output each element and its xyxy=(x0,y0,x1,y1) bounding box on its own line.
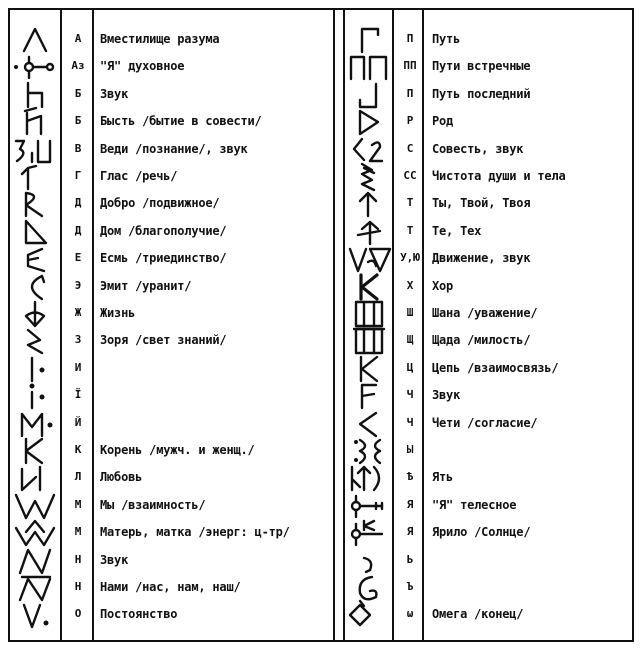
right-row-4-letter: Р xyxy=(406,114,414,128)
left-row-19-letter: М xyxy=(74,525,82,539)
right-row-15-letter: Ч xyxy=(406,415,414,429)
right-row-5-letter: С xyxy=(406,141,414,155)
left-row-18-meaning: Мы /взаимность/ xyxy=(100,497,206,512)
three-u-icon xyxy=(12,135,58,165)
f-shape-icon xyxy=(346,381,392,411)
left-row-16-meaning: Корень /мужч. и женщ./ xyxy=(100,443,255,457)
right-row-6-letter: СС xyxy=(403,169,417,182)
right-row-1-meaning: Путь xyxy=(432,32,461,46)
left-row-22-meaning: Постоянство xyxy=(100,607,178,622)
left-row-5-meaning: Веди /познание/, звук xyxy=(100,141,248,156)
right-row-22-meaning: Омега /конец/ xyxy=(432,607,524,622)
up-hook-icon xyxy=(12,162,58,192)
column-divider xyxy=(392,8,394,640)
left-row-1-meaning: Вместилище разума xyxy=(100,32,220,46)
right-row-14-letter: Ч xyxy=(406,388,414,402)
double-gamma-icon xyxy=(346,52,392,82)
left-row-14-letter: Ї xyxy=(74,388,82,402)
right-row-2-meaning: Пути встречные xyxy=(432,59,531,74)
sigma-two-icon xyxy=(346,135,392,165)
i-double-dot-icon xyxy=(12,381,58,411)
w-caret-icon xyxy=(12,518,58,548)
k-shape-icon xyxy=(12,436,58,466)
left-row-9-letter: Е xyxy=(74,251,82,265)
e-shape-icon xyxy=(12,244,58,274)
left-row-10-letter: Э xyxy=(74,278,82,292)
right-row-6-meaning: Чистота души и тела xyxy=(432,169,566,183)
left-row-16-letter: К xyxy=(74,443,82,456)
right-row-12-meaning: Щада /милость/ xyxy=(432,333,531,348)
arrow-up-icon xyxy=(346,189,392,219)
ring-k-icon xyxy=(346,518,392,548)
zigzag-icon xyxy=(12,326,58,356)
left-row-12-meaning: Зоря /свет знаний/ xyxy=(100,333,227,348)
right-row-8-meaning: Те, Тех xyxy=(432,223,482,238)
right-row-7-meaning: Ты, Твой, Твоя xyxy=(432,196,531,211)
column-divider xyxy=(422,8,424,640)
left-row-3-meaning: Звук xyxy=(100,86,129,101)
left-row-7-letter: Д xyxy=(74,196,82,210)
i-dot-icon xyxy=(12,354,58,384)
right-row-9-letter: У,Ю xyxy=(400,251,420,265)
left-row-21-letter: Н xyxy=(74,580,82,593)
r-shape-icon xyxy=(12,189,58,219)
right-row-22-letter: ω xyxy=(406,607,414,621)
spiral-icon xyxy=(346,573,392,603)
right-row-14-meaning: Звук xyxy=(432,388,461,403)
left-row-10-meaning: Эмит /уранит/ xyxy=(100,278,192,293)
left-row-4-letter: Б xyxy=(74,114,82,128)
left-row-7-meaning: Добро /подвижное/ xyxy=(100,196,220,211)
caret-icon xyxy=(12,25,58,55)
delta-icon xyxy=(12,217,58,247)
l-shape-icon xyxy=(12,463,58,493)
left-row-2-meaning: "Я" духовное xyxy=(100,59,185,74)
v-dot-icon xyxy=(12,600,58,630)
reverse-c-icon xyxy=(12,272,58,302)
h-slash-icon xyxy=(12,107,58,137)
ring-bar-icon xyxy=(346,491,392,521)
left-row-17-meaning: Любовь xyxy=(100,470,143,485)
right-row-4-meaning: Род xyxy=(432,114,454,129)
right-row-10-letter: Х xyxy=(406,278,414,292)
j-hook-icon xyxy=(346,80,392,110)
ring-dotted-icon xyxy=(12,52,58,82)
right-row-1-letter: П xyxy=(406,32,414,45)
right-row-3-meaning: Путь последний xyxy=(432,86,531,101)
right-row-21-letter: Ъ xyxy=(406,580,414,593)
left-row-21-meaning: Нами /нас, нам, наш/ xyxy=(100,580,241,594)
small-hook-icon xyxy=(346,546,392,576)
m-dot-icon xyxy=(12,409,58,439)
left-row-6-letter: Г xyxy=(74,169,82,182)
less-than-icon xyxy=(346,409,392,439)
k-bold-icon xyxy=(346,272,392,302)
right-row-5-meaning: Совесть, звук xyxy=(432,141,524,156)
right-row-2-letter: ПП xyxy=(403,59,417,73)
left-row-13-letter: И xyxy=(74,360,82,374)
right-row-18-meaning: "Я" телесное xyxy=(432,497,517,512)
right-row-11-letter: Ш xyxy=(406,306,414,319)
triangle-right-icon xyxy=(346,107,392,137)
left-row-8-letter: Д xyxy=(74,223,82,237)
right-row-3-letter: П xyxy=(406,86,414,100)
w-shape-icon xyxy=(12,491,58,521)
n-bar-icon xyxy=(12,573,58,603)
left-row-19-meaning: Матерь, матка /энерг: ц-тр/ xyxy=(100,525,290,540)
right-row-10-meaning: Хор xyxy=(432,278,454,293)
column-divider xyxy=(333,8,335,640)
right-row-13-meaning: Цепь /взаимосвязь/ xyxy=(432,360,559,375)
right-row-17-meaning: Ять xyxy=(432,470,454,485)
left-row-20-meaning: Звук xyxy=(100,552,129,567)
grid-icon xyxy=(346,299,392,329)
left-row-20-letter: Н xyxy=(74,552,82,566)
k-thin-icon xyxy=(346,354,392,384)
right-row-19-letter: Я xyxy=(406,525,414,539)
left-row-5-letter: В xyxy=(74,141,82,155)
column-divider xyxy=(60,8,62,640)
right-row-7-letter: Т xyxy=(406,196,414,210)
left-row-1-letter: А xyxy=(74,32,82,45)
gamma-icon xyxy=(346,25,392,55)
left-row-15-letter: Й xyxy=(74,415,82,429)
right-row-9-meaning: Движение, звук xyxy=(432,251,531,266)
n-shape-icon xyxy=(12,546,58,576)
right-row-15-meaning: Чети /согласие/ xyxy=(432,415,538,430)
left-row-8-meaning: Дом /благополучие/ xyxy=(100,223,227,238)
dotted-brace-icon xyxy=(346,436,392,466)
right-row-20-letter: Ь xyxy=(406,552,414,566)
left-row-12-letter: З xyxy=(74,333,82,347)
right-row-13-letter: Ц xyxy=(406,360,414,374)
left-row-17-letter: Л xyxy=(74,470,82,484)
right-row-19-meaning: Ярило /Солнце/ xyxy=(432,525,531,540)
table-border xyxy=(8,8,634,642)
right-row-18-letter: Я xyxy=(406,497,414,511)
right-row-8-letter: Т xyxy=(406,223,414,237)
left-row-2-letter: Аз xyxy=(71,59,85,73)
grid-bar-icon xyxy=(346,326,392,356)
left-row-11-letter: Ж xyxy=(74,306,82,319)
left-row-6-meaning: Глас /речь/ xyxy=(100,169,178,183)
left-row-4-meaning: Бысть /бытие в совести/ xyxy=(100,114,262,129)
right-row-17-letter: Ѣ xyxy=(406,470,414,484)
left-row-11-meaning: Жизнь xyxy=(100,306,136,320)
h-shape-icon xyxy=(12,80,58,110)
v-nabla-icon xyxy=(346,244,392,274)
column-divider xyxy=(92,8,94,640)
arrow-up-bar-icon xyxy=(346,217,392,247)
left-row-18-letter: М xyxy=(74,497,82,511)
left-row-3-letter: Б xyxy=(74,86,82,100)
left-row-9-meaning: Есмь /триединство/ xyxy=(100,251,227,266)
right-row-12-letter: Щ xyxy=(406,333,414,347)
arrow-bracket-icon xyxy=(346,463,392,493)
diamond-omega-icon xyxy=(346,600,392,630)
right-row-11-meaning: Шана /уважение/ xyxy=(432,306,538,320)
double-zigzag-icon xyxy=(346,162,392,192)
left-row-22-letter: О xyxy=(74,607,82,621)
column-divider xyxy=(343,8,345,640)
right-row-16-letter: Ы xyxy=(406,443,414,456)
down-arrow-icon xyxy=(12,299,58,329)
